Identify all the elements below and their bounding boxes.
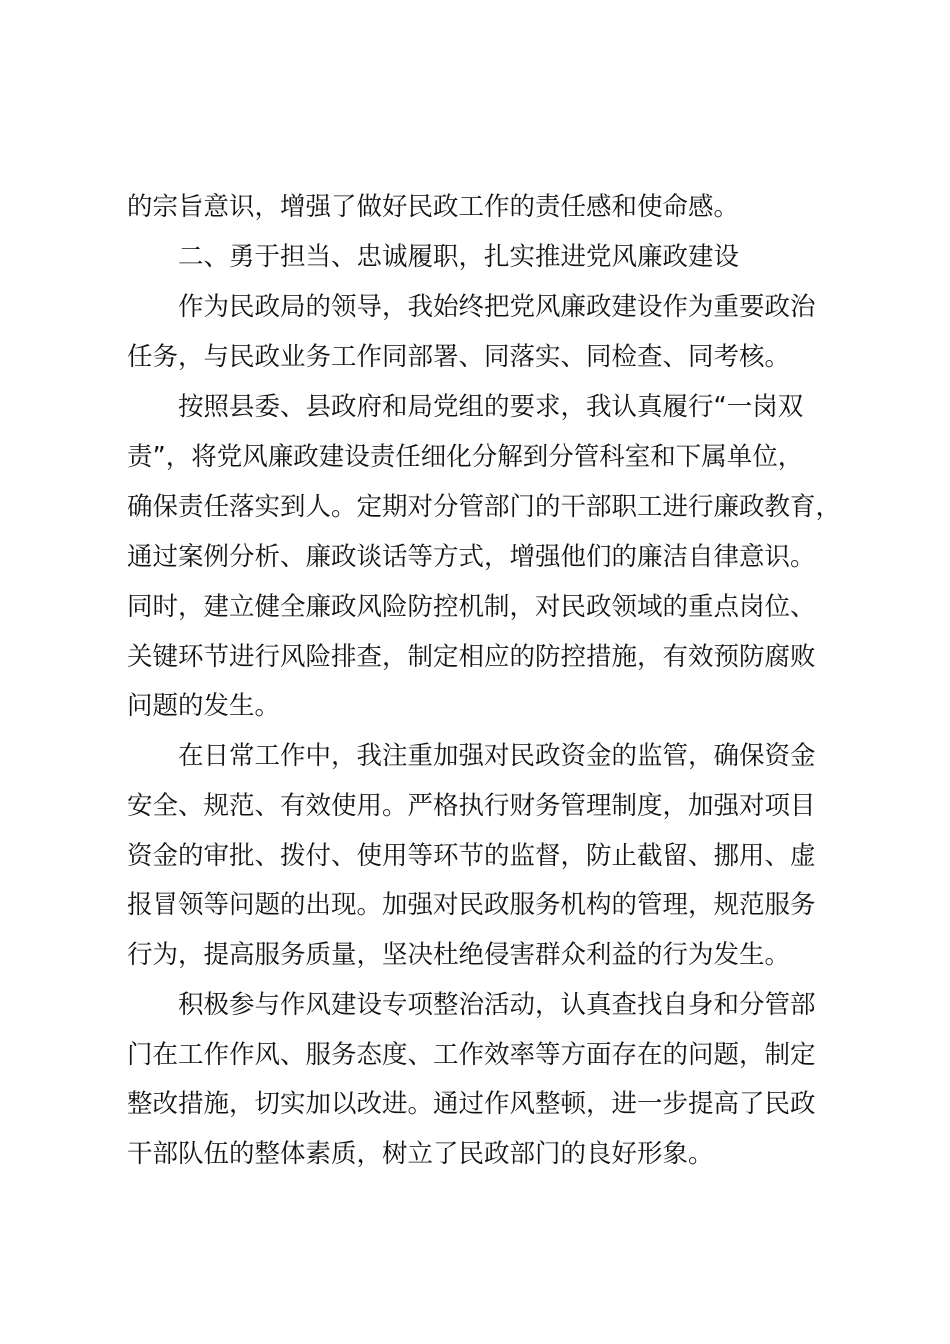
text-line-08: 通过案例分析、廉政谈话等方式，增强他们的廉洁自律意识。 — [127, 542, 816, 572]
text-line-20: 干部队伍的整体素质，树立了民政部门的良好形象。 — [127, 1139, 714, 1169]
text-line-10: 关键环节进行风险排查，制定相应的防控措施，有效预防腐败 — [127, 642, 816, 672]
text-line-16: 行为，提高服务质量，坚决杜绝侵害群众利益的行为发生。 — [127, 940, 791, 970]
text-line-11: 问题的发生。 — [127, 691, 281, 721]
text-line-14: 资金的审批、拨付、使用等环节的监督，防止截留、挪用、虚 — [127, 841, 816, 871]
text-line-12: 在日常工作中，我注重加强对民政资金的监管，确保资金 — [178, 741, 816, 771]
text-line-09: 同时，建立健全廉政风险防控机制，对民政领域的重点岗位、 — [127, 592, 816, 622]
text-line-07: 确保责任落实到人。定期对分管部门的干部职工进行廉政教育， — [127, 492, 842, 522]
text-line-06: 责”，将党风廉政建设责任细化分解到分管科室和下属单位， — [127, 442, 804, 472]
text-line-19: 整改措施，切实加以改进。通过作风整顿，进一步提高了民政 — [127, 1089, 816, 1119]
text-line-13: 安全、规范、有效使用。严格执行财务管理制度，加强对项目 — [127, 791, 816, 821]
text-line-17: 积极参与作风建设专项整治活动，认真查找自身和分管部 — [178, 990, 816, 1020]
text-line-05: 按照县委、县政府和局党组的要求，我认真履行“一岗双 — [178, 392, 804, 422]
text-line-03: 作为民政局的领导，我始终把党风廉政建设作为重要政治 — [178, 292, 816, 322]
text-line-01: 的宗旨意识，增强了做好民政工作的责任感和使命感。 — [127, 192, 740, 222]
text-line-15: 报冒领等问题的出现。加强对民政服务机构的管理，规范服务 — [127, 890, 816, 920]
text-line-18: 门在工作作风、服务态度、工作效率等方面存在的问题，制定 — [127, 1040, 816, 1070]
section-heading: 二、勇于担当、忠诚履职，扎实推进党风廉政建设 — [178, 242, 740, 272]
text-line-04: 任务，与民政业务工作同部署、同落实、同检查、同考核。 — [127, 342, 791, 372]
